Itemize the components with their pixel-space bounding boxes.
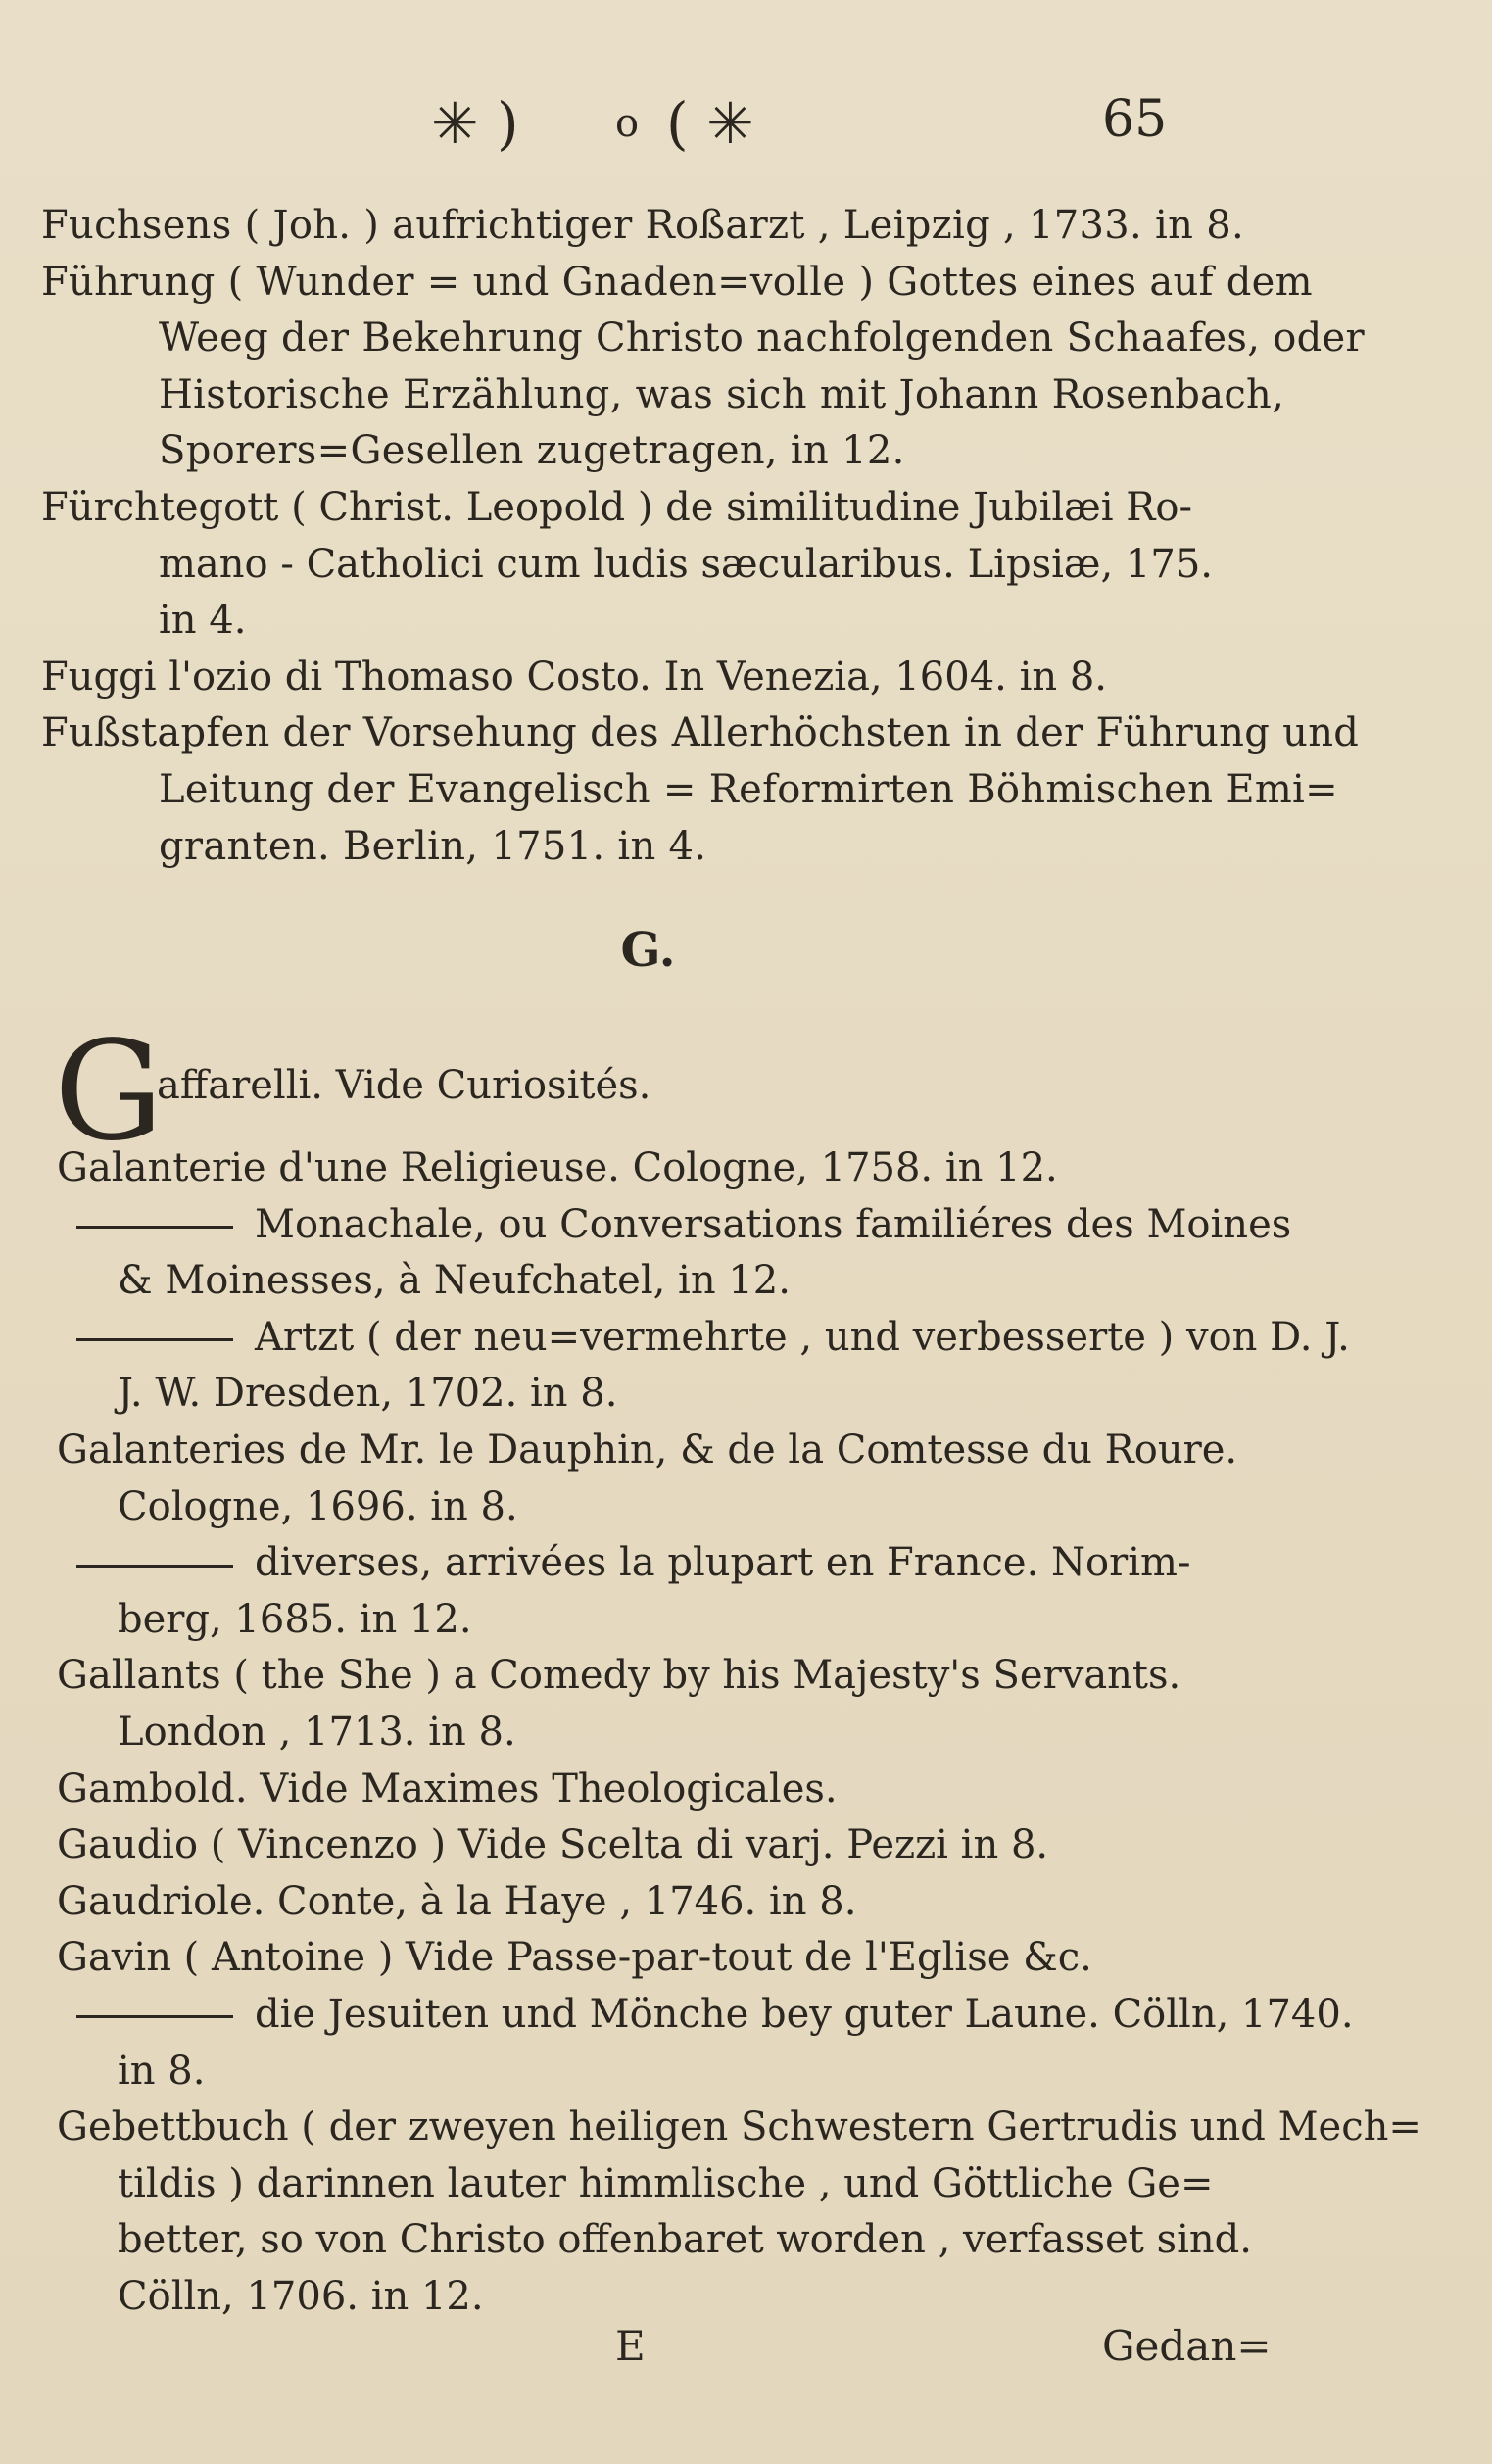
entry-line [57,1817,1458,1874]
entry-text: & Moinesses, à Neufchatel, in 12. [118,1258,791,1304]
entry-line [57,1479,1458,1536]
entry-line [57,1762,1458,1818]
page-number: 65 [1102,90,1168,149]
entry-line: Fuchsens ( Joh. ) aufrichtiger Roßarzt , Leipzig , 1733. in 8. [41,203,1244,248]
entry-line [57,1310,1458,1367]
entry-line: Fürchtegott ( Christ. Leopold ) de similitudine Jubilæi Ro- [41,484,1192,530]
entry-text: die Jesuiten und Mönche bey guter Laune. Cölln, 1740. [255,1991,1354,2037]
ornament-right: ( ✳ [666,90,754,157]
entry-text: Gambold. Vide Maximes Theologicales. [57,1765,838,1812]
entry-line: Sporers=Gesellen zugetragen, in 12. [159,428,905,474]
ornament-left: ✳ ) [431,90,519,157]
entry-line [57,1930,1458,1987]
entry-line [57,2100,1458,2156]
entry-line [57,1140,1458,1197]
ditto-dash [76,1565,233,1568]
page-footer [0,2317,1492,2386]
entry-line: mano - Catholici cum ludis sæcularibus. Lipsiæ, 175. [159,541,1213,587]
entry-line [57,1592,1458,1649]
signature-mark: E [615,2322,646,2370]
entry-line [57,1648,1458,1705]
entry-line [57,1535,1458,1592]
entry-line [57,1874,1458,1931]
entry-line [57,1253,1458,1310]
entry-text: Galanterie d'une Religieuse. Cologne, 1758. in 12. [57,1145,1058,1190]
entries-top [41,198,1452,875]
entry-line [57,1197,1458,1254]
entry-line: Historische Erzählung, was sich mit Johann Rosenbach, [159,371,1285,417]
entry-text: Cologne, 1696. in 8. [118,1483,518,1529]
entry-text: Gavin ( Antoine ) Vide Passe-par-tout de l'Eglise &c. [57,1935,1092,1981]
entry-line: Führung ( Wunder = und Gnaden=volle ) Gottes eines auf dem [41,259,1313,305]
entry-text: in 8. [118,2048,206,2094]
entry-text: Gaudriole. Conte, à la Haye , 1746. in 8. [57,1878,857,1924]
entry-text: Gebettbuch ( der zweyen heiligen Schwestern Gertrudis und Mech= [57,2104,1421,2150]
entry-text: Monachale, ou Conversations familiéres des Moines [255,1201,1292,1247]
entry-line [57,1705,1458,1762]
entry-line: granten. Berlin, 1751. in 4. [159,823,707,869]
entry-text: diverses, arrivées la plupart en France. Norim- [255,1540,1191,1586]
entry-line: Fuggi l'ozio di Thomaso Costo. In Venezia, 1604. in 8. [41,653,1108,700]
entry-line: Fußstapfen der Vorsehung des Allerhöchsten in der Führung und [41,710,1360,756]
ditto-dash [76,1338,233,1341]
entry-text: tildis ) darinnen lauter himmlische , und Göttliche Ge= [118,2160,1214,2206]
entry-text: Artzt ( der neu=vermehrte , und verbesserte ) von D. J. [255,1314,1350,1360]
page-header [0,76,1492,165]
section-letter: G. [620,923,676,978]
ditto-dash [76,1226,233,1229]
entry-line: in 4. [159,598,247,644]
ornament-center: o [615,101,640,146]
entry-text: J. W. Dresden, 1702. in 8. [118,1371,618,1417]
entry-line [57,1423,1458,1479]
entry-line [57,2212,1458,2269]
entry-text: London , 1713. in 8. [118,1709,516,1755]
entry-text: Gallants ( the She ) a Comedy by his Majesty's Servants. [57,1653,1181,1699]
catchword: Gedan= [1102,2322,1272,2370]
entry-text: better, so von Christo offenbaret worden , verfasset sind. [118,2217,1252,2263]
entry-text: Cölln, 1706. in 12. [118,2273,484,2319]
drop-capital: G [54,1012,164,1172]
entry-line [57,1987,1458,2044]
entry-text: Galanteries de Mr. le Dauphin, & de la Comtesse du Roure. [57,1426,1238,1473]
entry-text: Gaudio ( Vincenzo ) Vide Scelta di varj. Pezzi in 8. [57,1822,1049,1868]
entry-line [57,2044,1458,2101]
entry-line: Weeg der Bekehrung Christo nachfolgenden Schaafes, oder [159,315,1365,362]
entries-bottom [57,1140,1458,2325]
entry-line [57,2156,1458,2213]
entry-text: berg, 1685. in 12. [118,1596,472,1642]
entry-line: Leitung der Evangelisch = Reformirten Böhmischen Emi= [159,766,1338,812]
entry-line-gaffarelli: affarelli. Vide Curiosités. [157,1063,651,1108]
entry-line [57,1366,1458,1423]
ditto-dash [76,2015,233,2018]
